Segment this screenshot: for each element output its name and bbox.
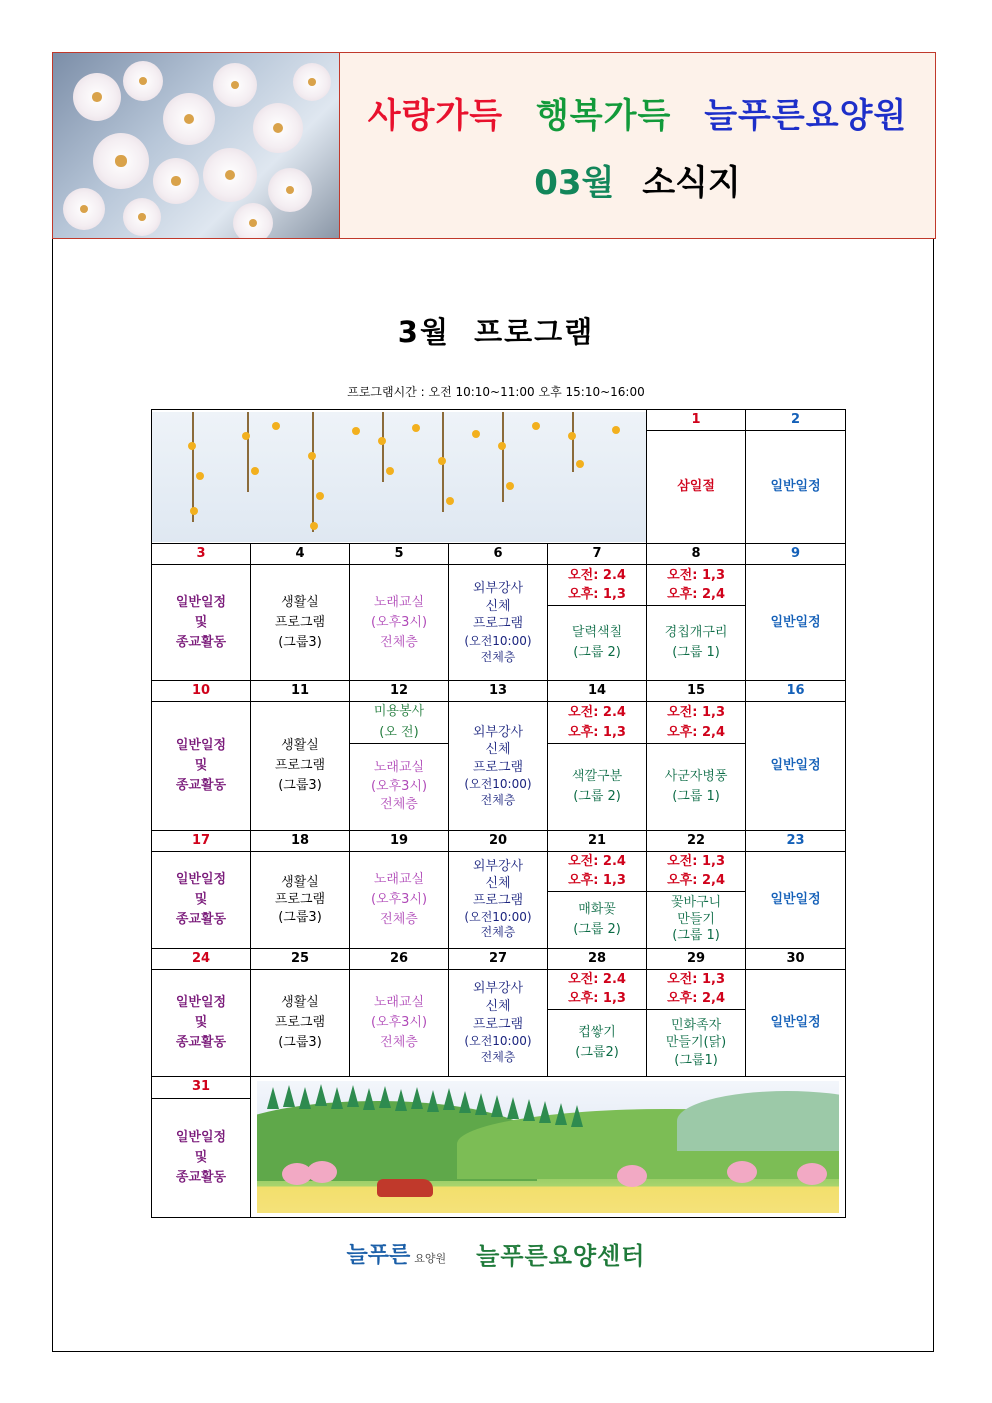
lecture-cell: 외부강사 신체 프로그램 (오전10:00) 전체층: [449, 969, 548, 1076]
date-30: 30: [746, 948, 846, 969]
slogan-facility: 늘푸른요양원: [704, 95, 908, 136]
saturday-general: 일반일정: [746, 565, 846, 681]
schedule-am-group13: 오전: 1,3 오후: 2,4: [647, 851, 746, 891]
song-class-cell: 노래교실 (오후3시) 전체층: [350, 969, 449, 1076]
fri-activity: 컵쌓기 (그룹2): [548, 1009, 647, 1076]
lecture-cell: 외부강사 신체 프로그램 (오전10:00) 전체층: [449, 702, 548, 830]
sat-activity: 경칩개구리 (그룹 1): [647, 606, 746, 681]
program-calendar: [151, 409, 846, 1218]
logo-text: 늘푸른: [346, 1243, 411, 1268]
date-21: 21: [548, 830, 647, 851]
date-6: 6: [449, 544, 548, 565]
song-class-cell: 노래교실 (오후3시) 전체층: [350, 851, 449, 948]
schedule-am-group24: 오전: 2.4 오후: 1,3: [548, 969, 647, 1009]
sunday-cell: 일반일정 및 종교활동: [152, 702, 251, 830]
fri-activity: 달력색칠 (그룹 2): [548, 606, 647, 681]
sunday-cell: 일반일정 및 종교활동: [152, 565, 251, 681]
life-program-cell: 생활실 프로그램 (그룹3): [251, 702, 350, 830]
logo-sub: 요양원: [414, 1252, 447, 1265]
saturday-general: 일반일정: [746, 969, 846, 1076]
date-29: 29: [647, 948, 746, 969]
lecture-cell: 외부강사 신체 프로그램 (오전10:00) 전체층: [449, 851, 548, 948]
forsythia-image: [152, 410, 647, 544]
date-10: 10: [152, 681, 251, 702]
saturday-general: 일반일정: [746, 851, 846, 948]
date-11: 11: [251, 681, 350, 702]
schedule-am-group24: 오전: 2.4 오후: 1,3: [548, 702, 647, 743]
date-15: 15: [647, 681, 746, 702]
date-28: 28: [548, 948, 647, 969]
date-5: 5: [350, 544, 449, 565]
saturday-general: 일반일정: [746, 702, 846, 830]
schedule-am-group13: 오전: 1,3 오후: 2,4: [647, 702, 746, 743]
schedule-am-group24: 오전: 2.4 오후: 1,3: [548, 851, 647, 891]
date-7: 7: [548, 544, 647, 565]
date-18: 18: [251, 830, 350, 851]
date-14: 14: [548, 681, 647, 702]
lecture-cell: 외부강사 신체 프로그램 (오전10:00) 전체층: [449, 565, 548, 681]
event-holiday: 삼일절: [647, 431, 746, 544]
date-24: 24: [152, 948, 251, 969]
schedule-am-group13: 오전: 1,3 오후: 2,4: [647, 565, 746, 606]
newsletter-label: 소식지: [642, 162, 741, 203]
slogan-love: 사랑가득: [367, 95, 504, 136]
center-name: 늘푸른요양센터: [476, 1242, 646, 1270]
newsletter-title: [526, 155, 749, 204]
date-22: 22: [647, 830, 746, 851]
cherry-blossom-photo: [53, 53, 340, 238]
sunday-cell: 일반일정 및 종교활동: [152, 969, 251, 1076]
date-27: 27: [449, 948, 548, 969]
sunday-cell: 일반일정 및 종교활동: [152, 851, 251, 948]
schedule-am-group24: 오전: 2.4 오후: 1,3: [548, 565, 647, 606]
event-general: 일반일정: [746, 431, 846, 544]
date-25: 25: [251, 948, 350, 969]
life-program-cell: 생활실 프로그램 (그룹3): [251, 969, 350, 1076]
landscape-image: [251, 1076, 846, 1217]
facility-logo: [347, 1238, 447, 1269]
date-12: 12: [350, 681, 449, 702]
sat-activity: 사군자병풍 (그룹 1): [647, 743, 746, 830]
life-program-cell: 생활실 프로그램 (그룹3): [251, 851, 350, 948]
header-text: [340, 53, 935, 238]
date-4: 4: [251, 544, 350, 565]
song-class-cell: 노래교실 (오후3시) 전체층: [350, 565, 449, 681]
beauty-volunteer-cell: 미용봉사 (오 전): [350, 702, 449, 743]
sunday-cell: 일반일정 및 종교활동: [152, 1098, 251, 1217]
program-title: 3월 프로그램: [397, 315, 595, 349]
newsletter-month: 03월: [534, 162, 615, 203]
slogan-happiness: 행복가득: [535, 95, 672, 136]
date-20: 20: [449, 830, 548, 851]
header: [52, 52, 936, 239]
date-19: 19: [350, 830, 449, 851]
date-16: 16: [746, 681, 846, 702]
date-26: 26: [350, 948, 449, 969]
footer: [0, 1236, 992, 1271]
life-program-cell: 생활실 프로그램 (그룹3): [251, 565, 350, 681]
schedule-am-group13: 오전: 1,3 오후: 2,4: [647, 969, 746, 1009]
date-2: 2: [746, 410, 846, 431]
date-17: 17: [152, 830, 251, 851]
fri-activity: 매화꽃 (그룹 2): [548, 891, 647, 948]
date-3: 3: [152, 544, 251, 565]
sat-activity: 꽃바구니 만들기 (그룹 1): [647, 891, 746, 948]
slogan: [358, 88, 918, 137]
date-31: 31: [152, 1076, 251, 1098]
sat-activity: 민화족자 만들기(닭) (그룹1): [647, 1009, 746, 1076]
date-9: 9: [746, 544, 846, 565]
date-8: 8: [647, 544, 746, 565]
date-13: 13: [449, 681, 548, 702]
program-time: 프로그램시간 : 오전 10:10~11:00 오후 15:10~16:00: [347, 385, 645, 399]
fri-activity: 색깔구분 (그룹 2): [548, 743, 647, 830]
song-class-cell: 노래교실 (오후3시) 전체층: [350, 743, 449, 830]
date-23: 23: [746, 830, 846, 851]
date-1: 1: [647, 410, 746, 431]
